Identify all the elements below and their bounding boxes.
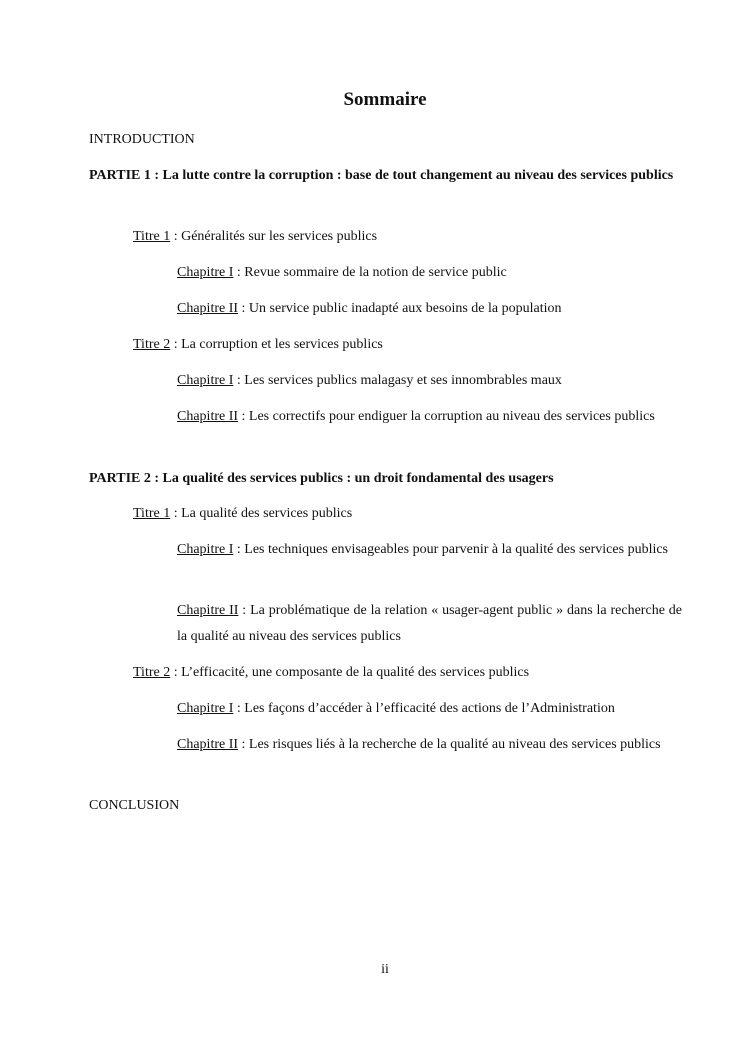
toc-titre-label: Titre 1	[133, 229, 171, 244]
toc-p2-t2-chapitre-1	[177, 696, 682, 722]
toc-chapitre-text: : Les risques liés à la recherche de la qualité au niveau des services publics	[238, 737, 661, 752]
toc-titre-label: Titre 1	[133, 506, 171, 521]
toc-chapitre-text: : Les correctifs pour endiguer la corruption au niveau des services publics	[238, 409, 655, 424]
toc-chapitre-label: Chapitre I	[177, 701, 234, 716]
toc-chapitre-label: Chapitre I	[177, 373, 234, 388]
toc-titre-text: : La corruption et les services publics	[170, 337, 383, 352]
page-title: Sommaire	[343, 89, 427, 110]
toc-p2-t1-chapitre-2	[177, 598, 682, 650]
toc-chapitre-text: : Un service public inadapté aux besoins de la population	[238, 301, 562, 316]
toc-chapitre-text: : La problématique de la relation « usager-agent public » dans la recherche de la qualité au niveau des services publics	[177, 603, 683, 644]
toc-p1-t2-chapitre-1	[177, 368, 682, 394]
toc-titre-label: Titre 2	[133, 337, 171, 352]
toc-p1-titre-1	[133, 224, 682, 250]
toc-introduction: INTRODUCTION	[89, 132, 195, 147]
toc-chapitre-label: Chapitre II	[177, 301, 239, 316]
toc-p2-titre-1	[133, 501, 682, 527]
toc-chapitre-label: Chapitre II	[177, 409, 239, 424]
toc-chapitre-label: Chapitre I	[177, 542, 234, 557]
toc-p1-t2-chapitre-2	[177, 404, 682, 430]
toc-titre-text: : La qualité des services publics	[170, 506, 353, 521]
toc-p1-titre-2	[133, 332, 682, 358]
toc-chapitre-text: : Revue sommaire de la notion de service public	[233, 265, 507, 280]
toc-chapitre-label: Chapitre II	[177, 603, 239, 618]
toc-chapitre-label: Chapitre I	[177, 265, 234, 280]
toc-chapitre-text: : Les façons d’accéder à l’efficacité des actions de l’Administration	[233, 701, 615, 716]
toc-partie-1: PARTIE 1 : La lutte contre la corruption : base de tout changement au niveau des services publics	[89, 168, 674, 183]
toc-p2-t1-chapitre-1	[177, 537, 682, 563]
toc-chapitre-text: : Les services publics malagasy et ses innombrables maux	[233, 373, 562, 388]
toc-titre-text: : Généralités sur les services publics	[170, 229, 378, 244]
toc-conclusion: CONCLUSION	[89, 798, 180, 813]
toc-titre-label: Titre 2	[133, 665, 171, 680]
toc-p2-titre-2	[133, 660, 682, 686]
toc-partie-2: PARTIE 2 : La qualité des services publics : un droit fondamental des usagers	[89, 471, 554, 486]
toc-p1-t1-chapitre-2	[177, 296, 682, 322]
toc-chapitre-text: : Les techniques envisageables pour parvenir à la qualité des services publics	[233, 542, 669, 557]
toc-p2-t2-chapitre-2	[177, 732, 682, 758]
toc-titre-text: : L’efficacité, une composante de la qualité des services publics	[170, 665, 530, 680]
page-number: ii	[381, 962, 389, 977]
toc-chapitre-label: Chapitre II	[177, 737, 239, 752]
toc-p1-t1-chapitre-1	[177, 260, 682, 286]
